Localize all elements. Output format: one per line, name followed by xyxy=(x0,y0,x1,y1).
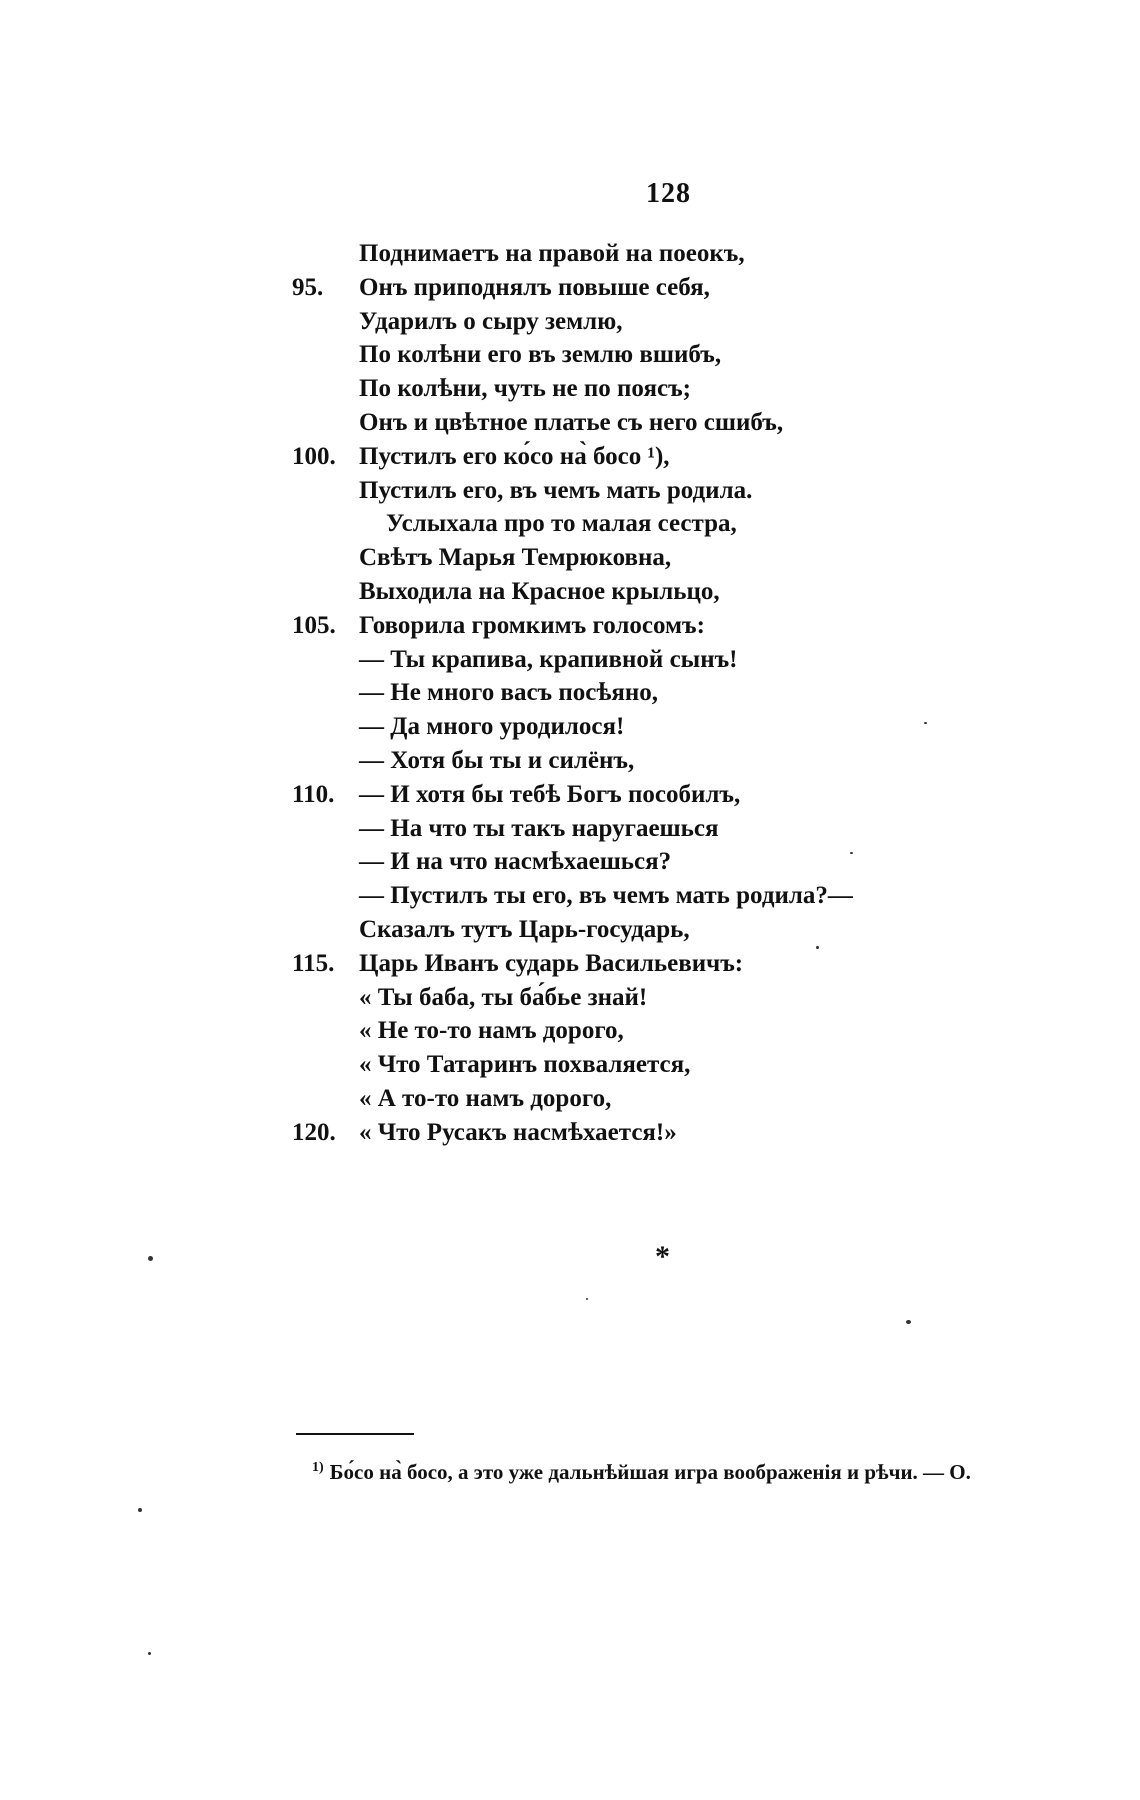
poem-line xyxy=(0,1082,1140,1116)
line-text: — Не много васъ посѣяно, xyxy=(359,679,659,707)
poem-line xyxy=(0,913,1140,947)
page-number: 128 xyxy=(646,178,691,209)
poem-line xyxy=(0,643,1140,677)
line-text: « А то-то намъ дорого, xyxy=(359,1084,612,1112)
line-text: Онъ и цвѣтное платье съ него сшибъ, xyxy=(359,408,784,436)
footnote-marker: 1) xyxy=(312,1460,324,1475)
poem-line xyxy=(0,710,1140,744)
scan-speck xyxy=(924,722,927,724)
line-text: По колѣни, чуть не по поясъ; xyxy=(359,375,691,403)
poem-line xyxy=(0,338,1140,372)
poem-line xyxy=(0,541,1140,575)
scan-speck xyxy=(816,946,819,949)
poem-line xyxy=(0,744,1140,778)
line-text: Пустилъ его, въ чемъ мать родила. xyxy=(359,476,753,504)
poem-line xyxy=(0,1048,1140,1082)
poem-line xyxy=(0,609,1140,643)
poem-line xyxy=(0,778,1140,812)
scan-speck xyxy=(586,1298,588,1300)
line-number: 100. xyxy=(292,442,336,470)
line-number: 95. xyxy=(292,273,324,301)
footnote xyxy=(312,1460,971,1485)
poem-line xyxy=(0,845,1140,879)
line-text: — И хотя бы тебѣ Богъ пособилъ, xyxy=(359,780,741,808)
poem-line xyxy=(0,406,1140,440)
scan-speck xyxy=(906,1320,911,1324)
line-text: — Да много уродилося! xyxy=(359,713,625,741)
poem-line xyxy=(0,237,1140,271)
poem-line xyxy=(0,1116,1140,1150)
line-text: — Хотя бы ты и силёнъ, xyxy=(359,746,635,774)
scan-speck xyxy=(850,852,853,854)
line-text: Свѣтъ Марья Темрюковна, xyxy=(359,544,672,572)
scan-speck xyxy=(138,1508,142,1512)
line-text: « Ты баба, ты ба́бье знай! xyxy=(359,983,648,1011)
poem-line xyxy=(0,575,1140,609)
line-text: Царь Иванъ сударь Васильевичъ: xyxy=(359,949,744,977)
poem-line xyxy=(0,271,1140,305)
poem-line xyxy=(0,947,1140,981)
poem-line xyxy=(0,812,1140,846)
poem-line xyxy=(0,372,1140,406)
line-number: 120. xyxy=(292,1118,336,1146)
line-text: Услыхала про то малая сестра, xyxy=(386,510,737,538)
poem-line xyxy=(0,305,1140,339)
line-text: — На что ты такъ наругаешься xyxy=(359,814,719,842)
poem-line xyxy=(0,507,1140,541)
line-text: — И на что насмѣхаешься? xyxy=(359,848,672,876)
poem-body xyxy=(0,237,1140,1150)
line-text: Поднимаетъ на правой на поеокъ, xyxy=(359,240,745,267)
line-text: Выходила на Красное крыльцо, xyxy=(359,577,720,605)
section-separator: * xyxy=(655,1240,670,1273)
line-text: По колѣни его въ землю вшибъ, xyxy=(359,341,722,369)
footnote-divider xyxy=(296,1433,414,1435)
poem-line xyxy=(0,981,1140,1015)
line-number: 115. xyxy=(292,949,335,977)
line-number: 110. xyxy=(292,780,335,808)
scan-speck xyxy=(148,1652,151,1655)
line-text: Сказалъ тутъ Царь-государь, xyxy=(359,915,690,943)
line-text: — Пустилъ ты его, въ чемъ мать родила?— xyxy=(359,882,853,910)
line-text: « Что Татаринъ похваляется, xyxy=(359,1051,691,1079)
line-text: Ударилъ о сыру землю, xyxy=(359,307,623,335)
poem-line xyxy=(0,879,1140,913)
poem-line xyxy=(0,676,1140,710)
line-text: Онъ приподнялъ повыше себя, xyxy=(359,273,710,301)
poem-line xyxy=(0,440,1140,474)
line-number: 105. xyxy=(292,611,336,639)
line-text: « Не то-то намъ дорого, xyxy=(359,1017,624,1045)
poem-line xyxy=(0,1014,1140,1048)
footnote-text: Бо́со на̀ босо, а это уже дальнѣйшая игра воображенія и рѣчи. — О. xyxy=(329,1460,971,1484)
line-text: Пустилъ его ко́со на̀ босо ¹), xyxy=(359,442,670,470)
poem-line xyxy=(0,474,1140,508)
line-text: — Ты крапива, крапивной сынъ! xyxy=(359,645,738,673)
scan-speck xyxy=(148,1256,153,1261)
line-text: « Что Русакъ насмѣхается!» xyxy=(359,1118,677,1146)
line-text: Говорила громкимъ голосомъ: xyxy=(359,611,705,639)
